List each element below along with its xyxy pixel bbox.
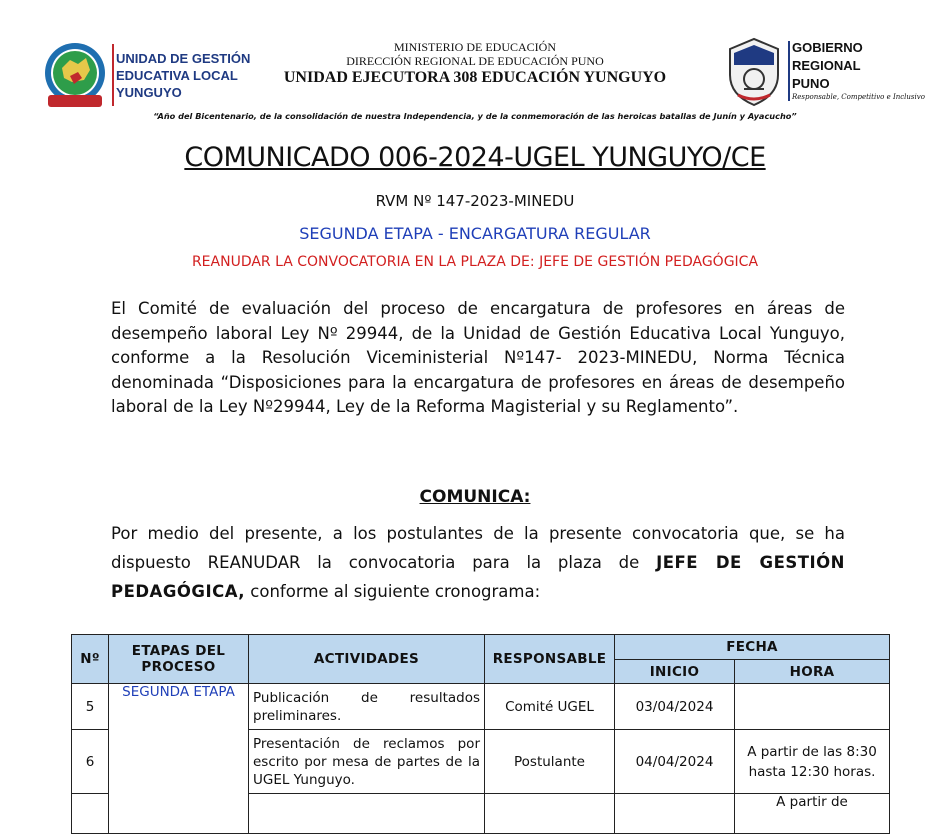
row-num: 6 <box>72 730 109 794</box>
gov-name <box>792 39 863 93</box>
hour-cell: A partir de las 8:30 hasta 12:30 horas. <box>735 730 890 794</box>
activity-cell <box>249 794 485 834</box>
year-motto: “Año del Bicentenario, de la consolidación de nuestra Independencia, y de la conmemoración de las heroicas batallas de Junín y Ayacucho” <box>153 111 797 121</box>
row-num: 5 <box>72 684 109 730</box>
col-header-num: Nº <box>72 635 109 684</box>
gov-slogan: Responsable, Competitivo e Inclusivo <box>792 93 925 101</box>
resume-heading: REANUDAR LA CONVOCATORIA EN LA PLAZA DE: JEFE DE GESTIÓN PEDAGÓGICA <box>191 254 759 270</box>
col-header-date: FECHA <box>615 635 890 660</box>
col-header-responsible: RESPONSABLE <box>485 635 615 684</box>
start-date-cell: 04/04/2024 <box>615 730 735 794</box>
direction-line: DIRECCIÓN REGIONAL DE EDUCACIÓN PUNO <box>346 54 604 68</box>
gov-name-line: GOBIERNO <box>792 40 863 55</box>
activity-cell: Publicación de resultados preliminares. <box>249 684 485 730</box>
ministry-line: MINISTERIO DE EDUCACIÓN <box>394 40 556 54</box>
ugel-name-line: UNIDAD DE GESTIÓN <box>116 51 251 66</box>
comunica-heading: COMUNICA: <box>419 487 531 507</box>
announcement-text: Por medio del presente, a los postulantes de la presente convocatoria que, se ha dispuesto REANUDAR la convocatoria para la plaza de <box>111 524 845 572</box>
ugel-logo-icon <box>40 40 110 110</box>
table-row <box>72 684 890 730</box>
ugel-name-line: YUNGUYO <box>116 85 182 100</box>
ugel-header-block <box>40 38 260 110</box>
institution-header <box>265 40 685 88</box>
responsible-cell: Postulante <box>485 730 615 794</box>
stage-cell: SEGUNDA ETAPA <box>109 684 249 834</box>
document-title: COMUNICADO 006-2024-UGEL YUNGUYO/CE <box>184 142 766 173</box>
announcement-text-end: conforme al siguiente cronograma: <box>245 582 541 601</box>
announcement-paragraph <box>111 519 845 606</box>
intro-paragraph: El Comité de evaluación del proceso de encargatura de profesores en áreas de desempeño laboral Ley Nº 29944, de la Unidad de Gestión Educativa Local Yunguyo, conforme a la Resolución Viceministerial Nº147- 2023-MINEDU, Norma Técnica denominada “Disposiciones para la encargatura de profesores en áreas de desempeño laboral de la Ley Nº29944, Ley de la Reforma Magisterial y su Reglamento”. <box>111 299 845 416</box>
schedule-table <box>71 634 890 834</box>
ugel-name <box>116 50 256 101</box>
ugel-name-line: EDUCATIVA LOCAL <box>116 68 238 83</box>
gov-name-line: PUNO <box>792 76 830 91</box>
ugel-divider <box>112 44 114 106</box>
row-num <box>72 794 109 834</box>
gov-header-block <box>722 35 925 107</box>
gov-coat-of-arms-icon <box>722 35 786 107</box>
col-header-start: INICIO <box>615 660 735 684</box>
rvm-reference: RVM Nº 147-2023-MINEDU <box>375 192 575 210</box>
responsible-cell: Comité UGEL <box>485 684 615 730</box>
start-date-cell: 03/04/2024 <box>615 684 735 730</box>
start-date-cell <box>615 794 735 834</box>
col-header-activities: ACTIVIDADES <box>249 635 485 684</box>
gov-name-line: REGIONAL <box>792 58 861 73</box>
activity-cell: Presentación de reclamos por escrito por mesa de partes de la UGEL Yunguyo. <box>249 730 485 794</box>
unit-line: UNIDAD EJECUTORA 308 EDUCACIÓN YUNGUYO <box>283 69 667 86</box>
responsible-cell <box>485 794 615 834</box>
hour-cell: A partir de <box>735 794 890 834</box>
col-header-stage: ETAPAS DEL PROCESO <box>109 635 249 684</box>
stage-heading: SEGUNDA ETAPA - ENCARGATURA REGULAR <box>299 224 651 243</box>
hour-cell <box>735 684 890 730</box>
col-header-hour: HORA <box>735 660 890 684</box>
gov-divider <box>788 41 790 101</box>
position-name: JEFE DE GESTIÓN PEDAGÓGICA, <box>111 553 845 601</box>
